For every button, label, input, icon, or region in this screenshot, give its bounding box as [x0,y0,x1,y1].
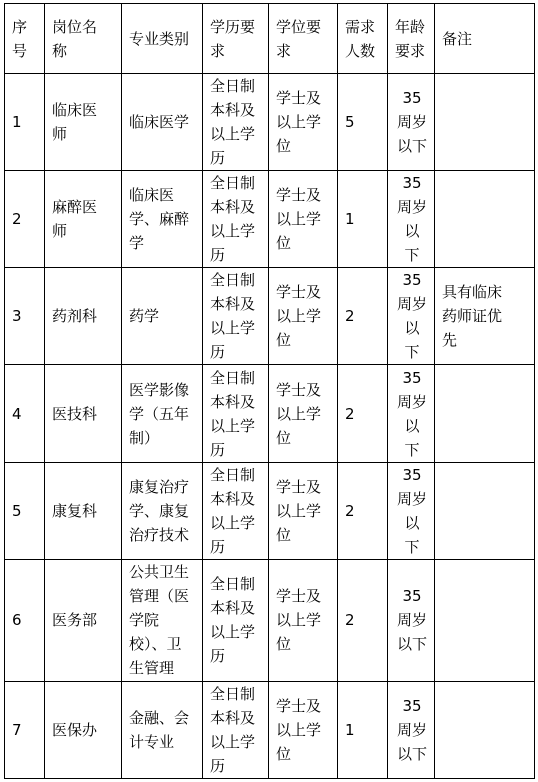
cell-degree: 学士及 以上学 位 [269,559,338,681]
cell-remark [435,365,535,462]
table-row [5,365,535,462]
cell-position: 药剂科 [45,268,122,365]
header-row [5,4,535,74]
cell-education: 全日制 本科及 以上学 历 [203,681,269,778]
recruitment-table [4,3,535,779]
cell-degree: 学士及 以上学 位 [269,462,338,559]
cell-education: 全日制 本科及 以上学 历 [203,171,269,268]
cell-headcount: 2 [338,268,388,365]
header-cell-education: 学历要 求 [203,4,269,74]
cell-major: 金融、会 计专业 [122,681,203,778]
table-row [5,681,535,778]
cell-age: 35 周岁 以 下 [388,171,435,268]
header-cell-position: 岗位名 称 [45,4,122,74]
table-row [5,74,535,171]
cell-education: 全日制 本科及 以上学 历 [203,462,269,559]
cell-position: 临床医 师 [45,74,122,171]
cell-remark [435,559,535,681]
cell-headcount: 1 [338,681,388,778]
cell-index: 1 [5,74,45,171]
header-cell-degree: 学位要 求 [269,4,338,74]
cell-position: 医技科 [45,365,122,462]
cell-headcount: 2 [338,365,388,462]
cell-headcount: 5 [338,74,388,171]
cell-headcount: 2 [338,559,388,681]
cell-major: 临床医 学、麻醉 学 [122,171,203,268]
cell-index: 2 [5,171,45,268]
table-row [5,462,535,559]
cell-major: 公共卫生 管理（医 学院 校）、卫 生管理 [122,559,203,681]
cell-remark [435,171,535,268]
cell-index: 5 [5,462,45,559]
cell-education: 全日制 本科及 以上学 历 [203,268,269,365]
cell-headcount: 2 [338,462,388,559]
cell-position: 康复科 [45,462,122,559]
cell-degree: 学士及 以上学 位 [269,74,338,171]
cell-age: 35 周岁 以下 [388,559,435,681]
cell-age: 35 周岁 以 下 [388,462,435,559]
cell-remark [435,681,535,778]
cell-degree: 学士及 以上学 位 [269,171,338,268]
table-row [5,268,535,365]
header-cell-remark: 备注 [435,4,535,74]
cell-major: 临床医学 [122,74,203,171]
cell-education: 全日制 本科及 以上学 历 [203,74,269,171]
cell-age: 35 周岁 以下 [388,74,435,171]
cell-remark [435,74,535,171]
header-cell-age: 年龄 要求 [388,4,435,74]
header-cell-headcount: 需求 人数 [338,4,388,74]
table-row [5,559,535,681]
cell-degree: 学士及 以上学 位 [269,365,338,462]
cell-position: 医保办 [45,681,122,778]
cell-index: 3 [5,268,45,365]
header-cell-major: 专业类别 [122,4,203,74]
header-cell-index: 序 号 [5,4,45,74]
cell-remark: 具有临床 药师证优 先 [435,268,535,365]
cell-index: 6 [5,559,45,681]
cell-education: 全日制 本科及 以上学 历 [203,365,269,462]
cell-major: 康复治疗 学、康复 治疗技术 [122,462,203,559]
cell-age: 35 周岁 以下 [388,681,435,778]
cell-age: 35 周岁 以 下 [388,268,435,365]
cell-major: 药学 [122,268,203,365]
cell-index: 4 [5,365,45,462]
cell-degree: 学士及 以上学 位 [269,681,338,778]
cell-remark [435,462,535,559]
cell-index: 7 [5,681,45,778]
cell-education: 全日制 本科及 以上学 历 [203,559,269,681]
cell-headcount: 1 [338,171,388,268]
cell-degree: 学士及 以上学 位 [269,268,338,365]
cell-major: 医学影像 学（五年 制） [122,365,203,462]
cell-position: 医务部 [45,559,122,681]
cell-position: 麻醉医 师 [45,171,122,268]
table-row [5,171,535,268]
cell-age: 35 周岁 以 下 [388,365,435,462]
